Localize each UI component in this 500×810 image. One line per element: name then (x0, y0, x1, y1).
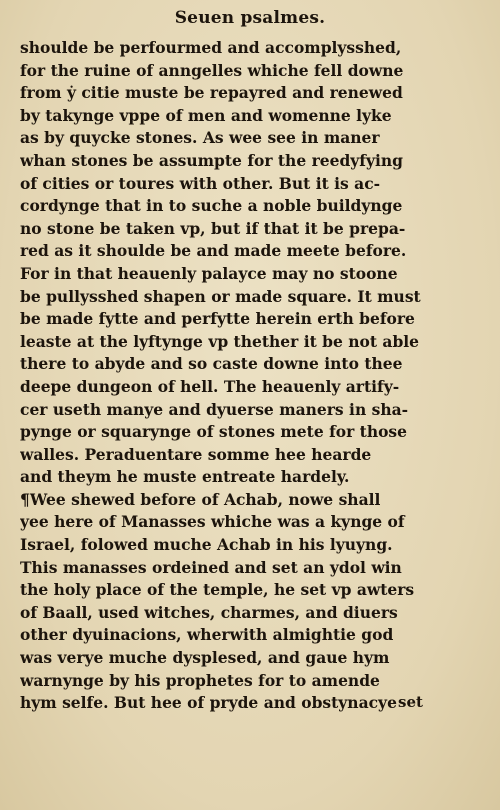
text-line: of Baall, used witches, charmes, and diuers (20, 602, 398, 622)
text-line: the holy place of the temple, he set vp awters (20, 580, 415, 600)
text-line: For in that heauenly palayce may no stoone (20, 263, 398, 283)
text-line: from ẏ citie muste be repayred and renewed (20, 83, 403, 103)
text-line: leaste at the lyftynge vp thether it be not able (20, 331, 420, 351)
text-line: whan stones be assumpte for the reedyfying (20, 150, 403, 170)
text-line: deepe dungeon of hell. The heauenly artify- (20, 376, 400, 396)
text-line: and theym he muste entreate hardely. (20, 467, 350, 487)
text-line: pynge or squarynge of stones mete for those (20, 422, 408, 442)
text-line: hym selfe. But hee of pryde and obstynacye (20, 693, 397, 713)
text-line: be pullysshed shapen or made square. It must (20, 286, 421, 306)
text-line: no stone be taken vp, but if that it be prepa- (20, 218, 406, 238)
text-line: This manasses ordeined and set an ydol win (20, 557, 402, 577)
text-line: was verye muche dysplesed, and gaue hym (20, 648, 390, 668)
text-line: cordynge that in to suche a noble buildynge (20, 196, 403, 216)
text-line: walles. Peraduentare somme hee hearde (20, 444, 372, 464)
text-block (20, 37, 445, 715)
text-line: red as it shoulde be and made meete before. (20, 241, 407, 261)
text-line: cer useth manye and dyuerse maners in sha- (20, 399, 409, 419)
text-line: of cities or toures with other. But it is ac- (20, 173, 381, 193)
text-line: be made fytte and perfytte herein erth before (20, 309, 415, 329)
text-line: there to abyde and so caste downe into thee (20, 354, 403, 374)
text-line: ¶Wee shewed before of Achab, nowe shall (20, 489, 381, 509)
running-title: Seuen psalmes. (174, 8, 326, 28)
text-line: by takynge vppe of men and womenne lyke (20, 105, 392, 125)
text-line: yee here of Manasses whiche was a kynge of (20, 512, 405, 532)
text-line: warnynge by his prophetes for to amende (20, 670, 380, 690)
catchword: set (398, 693, 423, 711)
text-line: shoulde be perfourmed and accomplysshed, (20, 38, 402, 57)
text-line: other dyuinacions, wherwith almightie god (20, 625, 394, 645)
text-line: for the ruine of anngelles whiche fell downe (20, 60, 404, 80)
text-line: Israel, folowed muche Achab in his lyuyng. (20, 535, 393, 555)
text-line: as by quycke stones. As wee see in maner (20, 128, 380, 148)
